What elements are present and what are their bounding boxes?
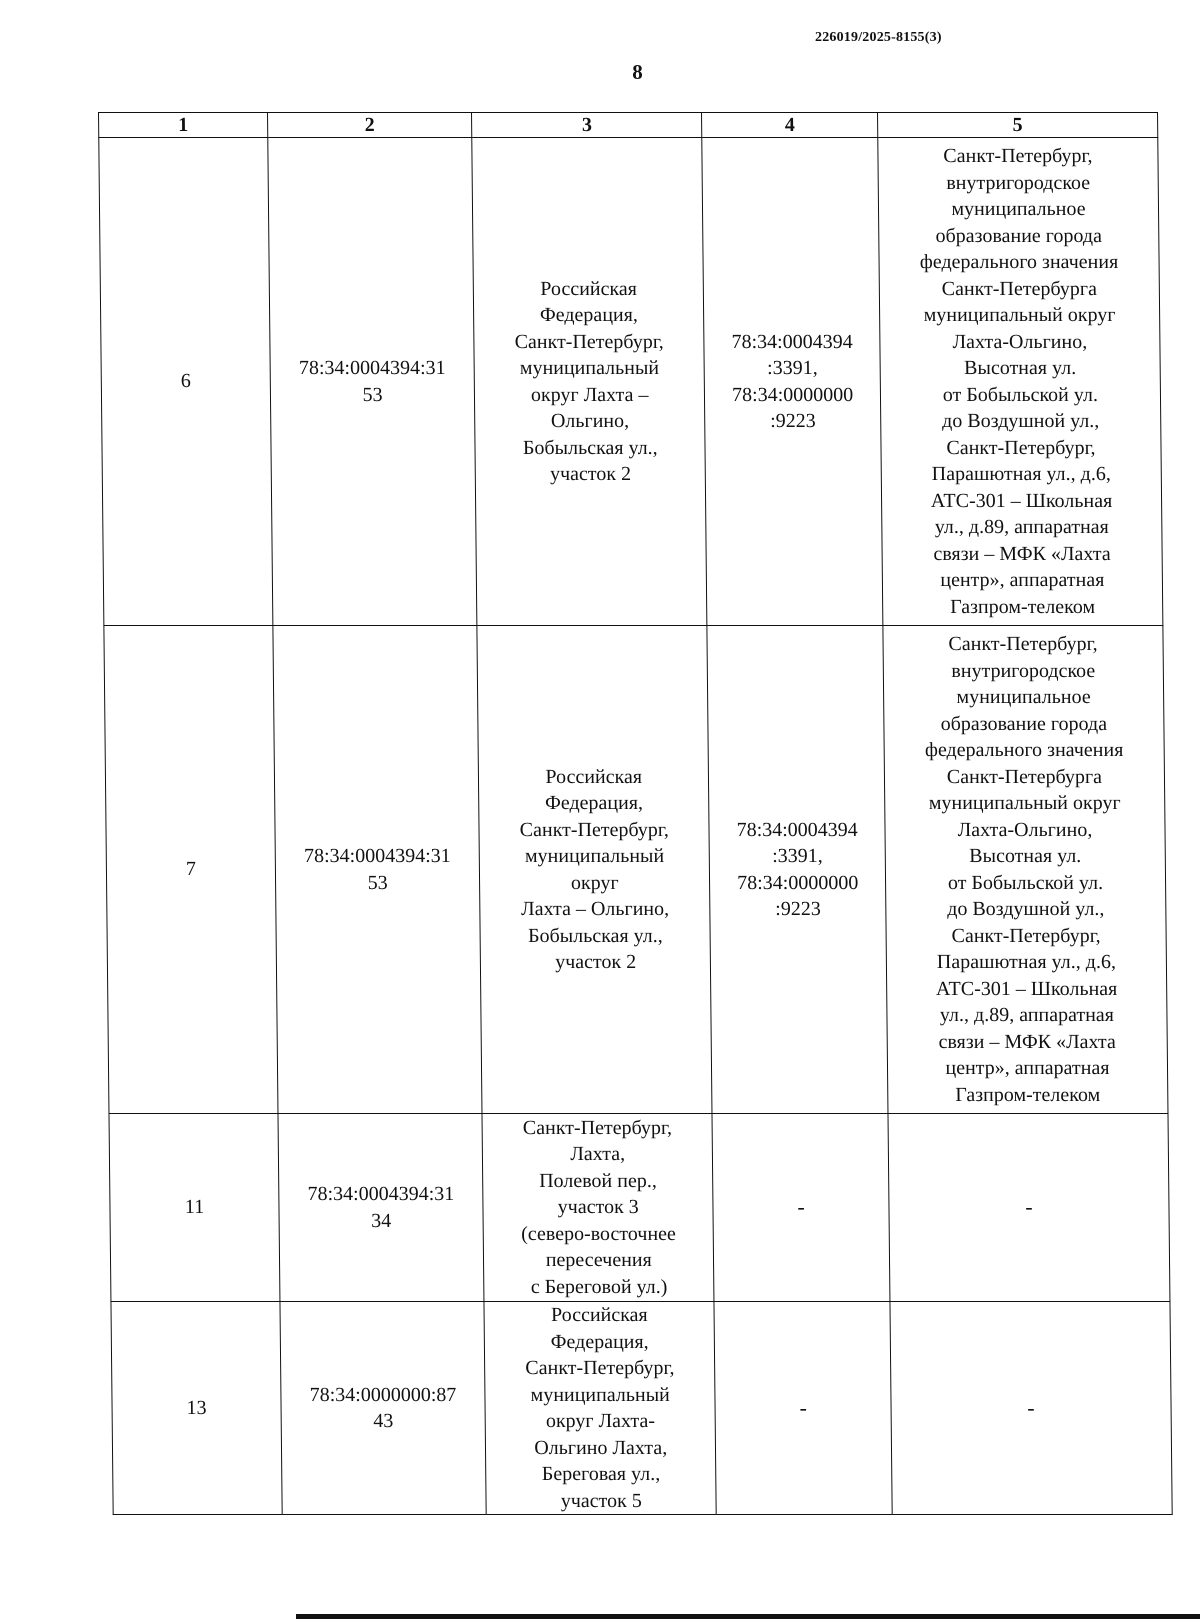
document-registration-number: 226019/2025-8155(3): [815, 30, 942, 45]
row-number-cell: 7: [104, 626, 278, 1114]
cadastral-number-cell: 78:34:0004394:31 34: [278, 1114, 484, 1302]
address-cell: Санкт-Петербург, Лахта, Полевой пер., участок 3 (северо-восточнее пересечения с Береговой ул.): [482, 1114, 714, 1302]
page-number: 8: [632, 60, 643, 84]
address-cell: Российская Федерация, Санкт-Петербург, муниципальный округ Лахта- Ольгино Лахта, Береговая ул., участок 5: [484, 1302, 717, 1515]
table-row: [111, 1302, 1172, 1515]
address-cell: Российская Федерация, Санкт-Петербург, муниципальный округ Лахта – Ольгино, Бобыльская ул., участок 2: [477, 626, 713, 1114]
table-row: [104, 626, 1168, 1114]
location-description-cell: -: [890, 1302, 1172, 1515]
cadastral-number-cell: 78:34:0004394:31 53: [268, 138, 477, 626]
column-header-5: 5: [877, 113, 1157, 138]
cadastral-number-cell: 78:34:0004394:31 53: [273, 626, 482, 1114]
table-row: [109, 1114, 1170, 1302]
column-header-2: 2: [268, 113, 472, 138]
table-header-row: [99, 113, 1158, 138]
related-cadastral-numbers-cell: -: [712, 1114, 889, 1302]
address-cell: Российская Федерация, Санкт-Петербург, муниципальный округ Лахта – Ольгино, Бобыльская ул., участок 2: [472, 138, 708, 626]
location-description-cell: -: [888, 1114, 1170, 1302]
related-cadastral-numbers-cell: 78:34:0004394 :3391, 78:34:0000000 :9223: [702, 138, 883, 626]
scan-bottom-edge-line: [296, 1614, 1200, 1619]
row-number-cell: 13: [111, 1302, 282, 1515]
related-cadastral-numbers-cell: -: [714, 1302, 892, 1515]
location-description-cell: Санкт-Петербург, внутригородское муниципальное образование города федерального значения Санкт-Петербурга муниципальный округ Лахта-Ольгино, Высотная ул. от Бобыльской ул. до Воздушной ул., Санкт-Петербург, Парашютная ул., д.6, АТС-301 – Школьная ул., д.89, аппаратная связи – МФК «Лахта центр», аппаратная Газпром-телеком: [878, 138, 1163, 626]
related-cadastral-numbers-cell: 78:34:0004394 :3391, 78:34:0000000 :9223: [707, 626, 888, 1114]
column-header-3: 3: [472, 113, 703, 138]
table-row: [99, 138, 1163, 626]
data-table: [98, 112, 1173, 1515]
row-number-cell: 6: [99, 138, 273, 626]
location-description-cell: Санкт-Петербург, внутригородское муниципальное образование города федерального значения Санкт-Петербурга муниципальный округ Лахта-Ольгино, Высотная ул. от Бобыльской ул. до Воздушной ул., Санкт-Петербург, Парашютная ул., д.6, АТС-301 – Школьная ул., д.89, аппаратная связи – МФК «Лахта центр», аппаратная Газпром-телеком: [883, 626, 1168, 1114]
row-number-cell: 11: [109, 1114, 280, 1302]
data-table-container: [98, 112, 1173, 1510]
column-header-1: 1: [99, 113, 268, 138]
column-header-4: 4: [702, 113, 878, 138]
cadastral-number-cell: 78:34:0000000:87 43: [280, 1302, 486, 1515]
